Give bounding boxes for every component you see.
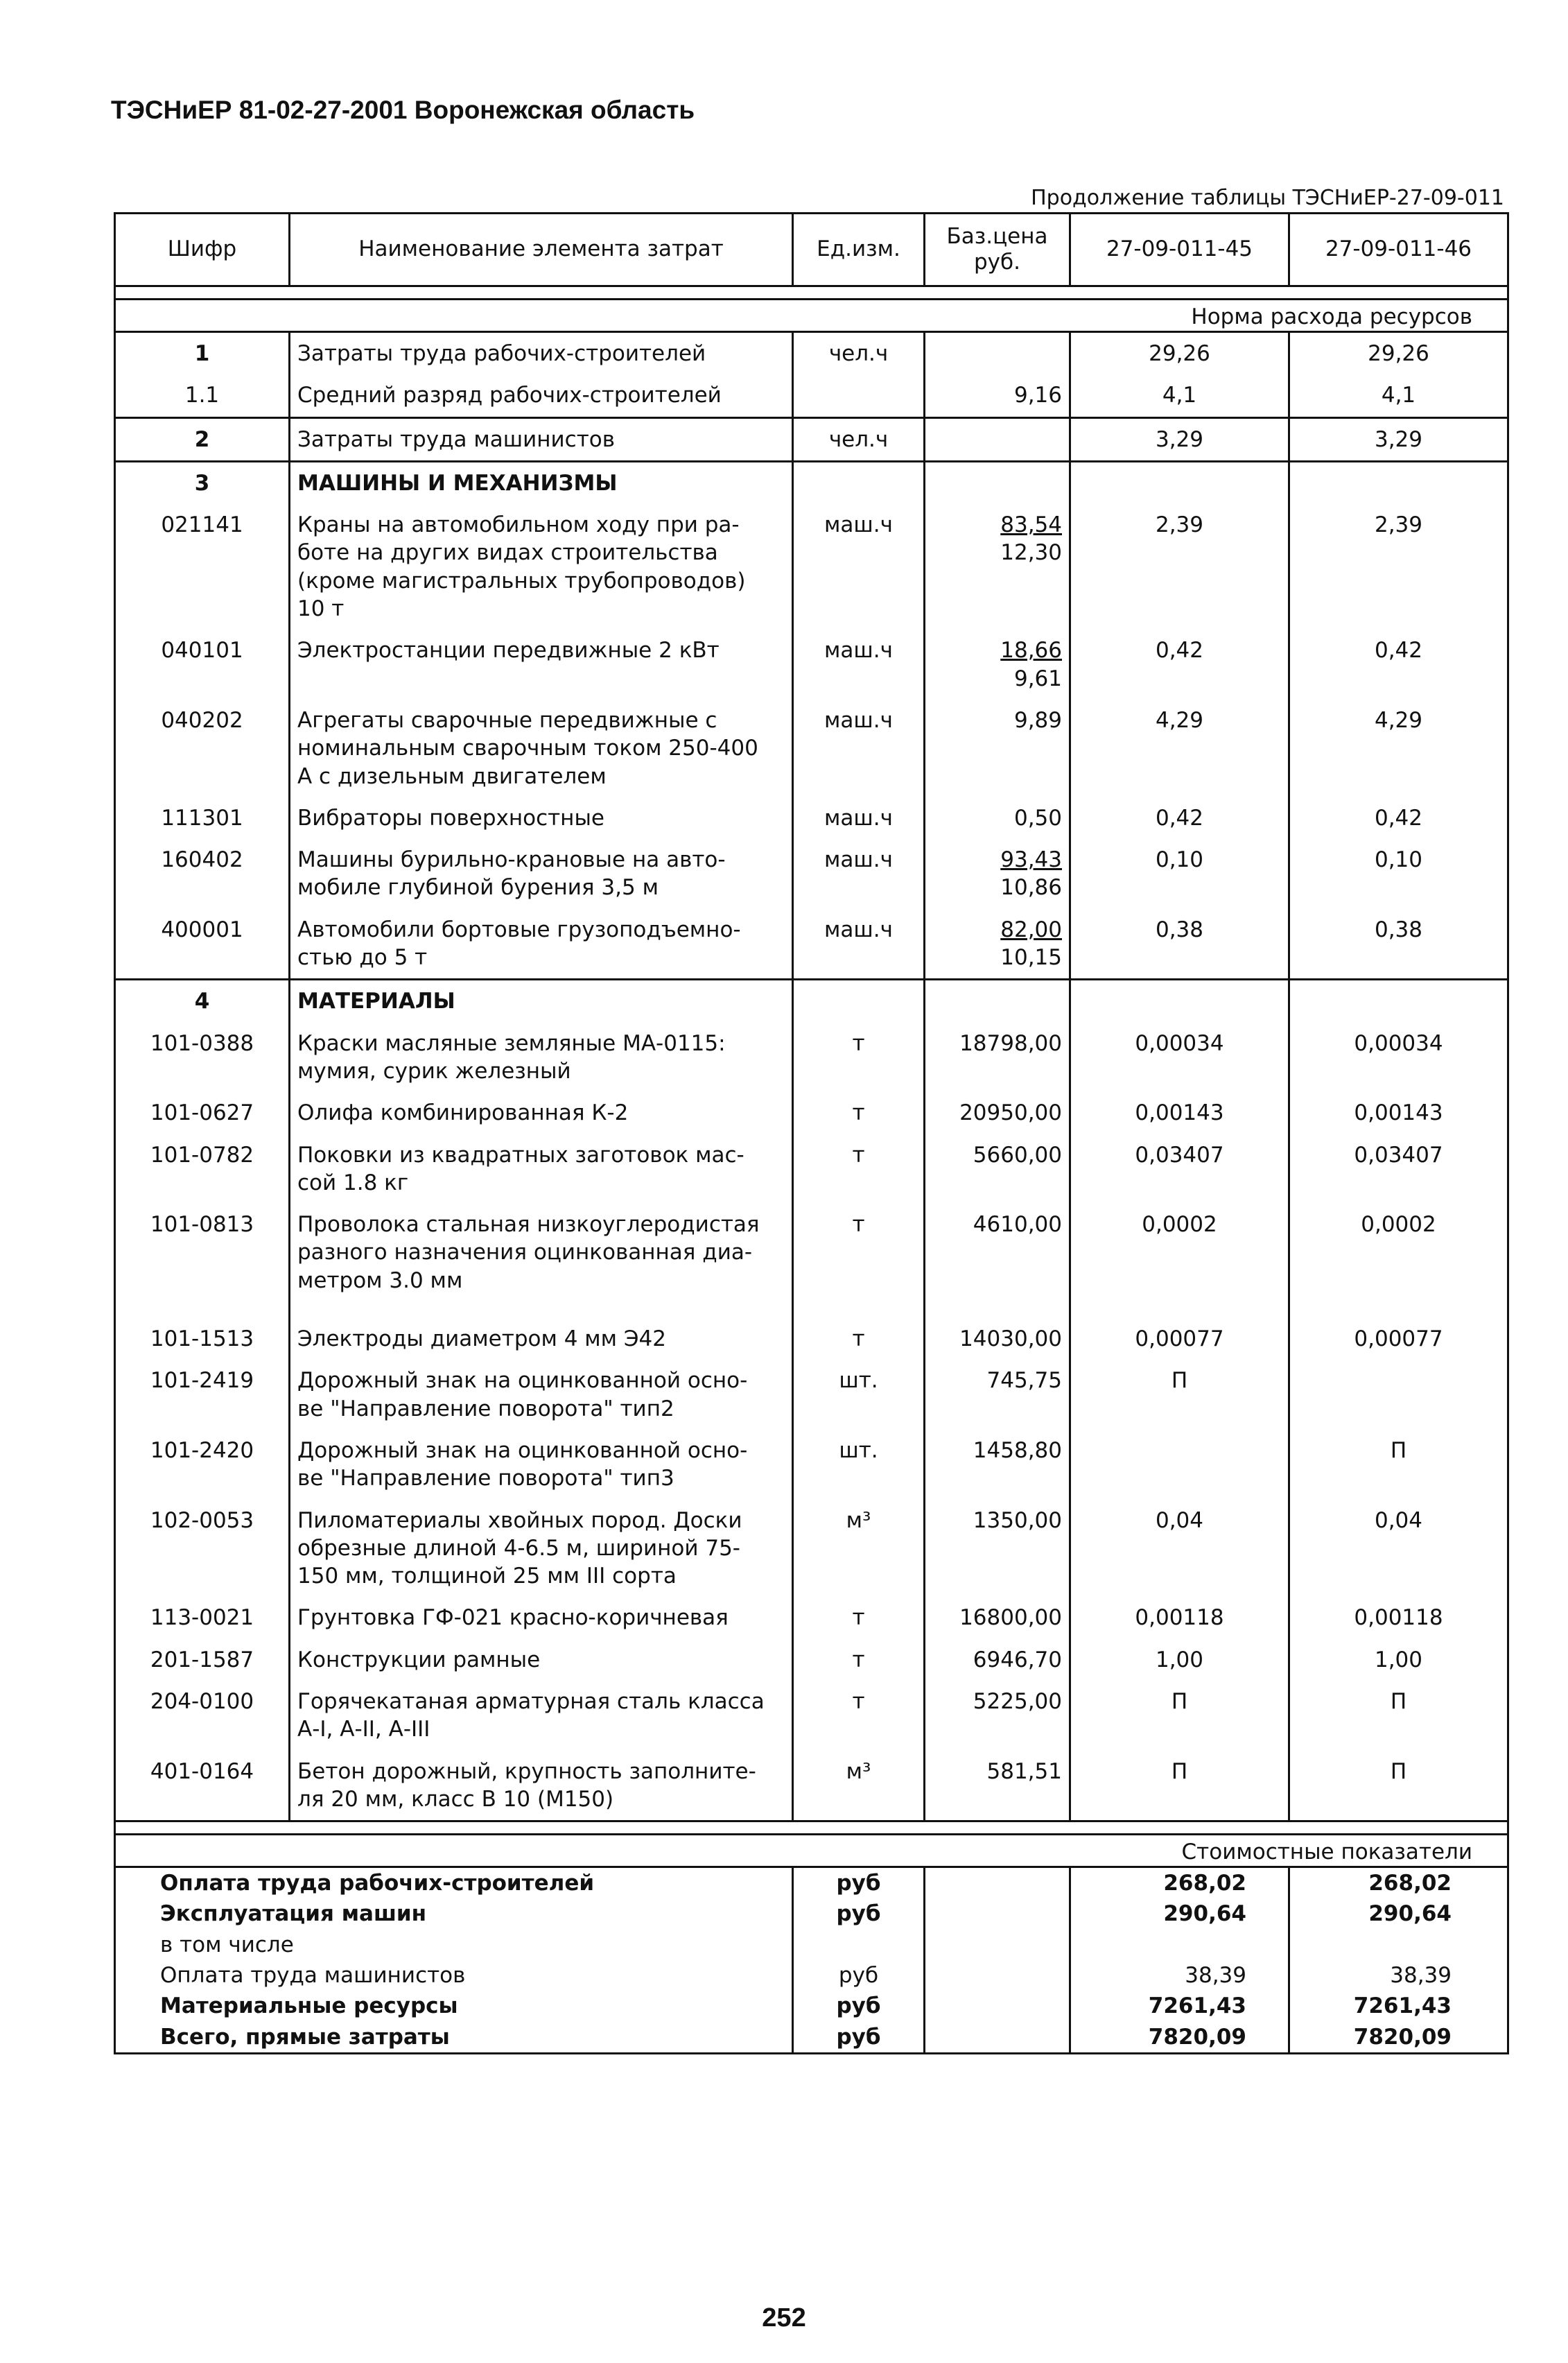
- column-header-price: Баз.цена руб.: [925, 214, 1070, 286]
- row-price: [925, 461, 1070, 504]
- table-row: [115, 700, 1508, 797]
- row-norm-45: 0,03407: [1070, 1134, 1289, 1204]
- row-price: 5660,00: [925, 1134, 1070, 1204]
- row-norm-46: П: [1289, 1430, 1508, 1500]
- table-row: [115, 1500, 1508, 1598]
- row-unit: маш.ч: [793, 797, 925, 839]
- table-row: [115, 417, 1508, 461]
- row-unit: маш.ч: [793, 700, 925, 797]
- row-norm-46: [1289, 980, 1508, 1023]
- row-price: 745,75: [925, 1360, 1070, 1430]
- row-price-total: 83,54: [1000, 512, 1062, 538]
- row-norm-46: 0,38: [1289, 909, 1508, 980]
- summary-rows: [115, 1867, 1508, 2054]
- summary-value-46: 38,39: [1289, 1960, 1508, 1991]
- row-price: 20950,00: [925, 1092, 1070, 1134]
- row-norm-46: [1289, 461, 1508, 504]
- row-unit: чел.ч: [793, 332, 925, 375]
- summary-name: Оплата труда машинистов: [115, 1960, 793, 1991]
- row-unit: маш.ч: [793, 504, 925, 630]
- row-price-total: 93,43: [1000, 847, 1062, 873]
- row-name: МАТЕРИАЛЫ: [290, 980, 793, 1023]
- row-unit: маш.ч: [793, 839, 925, 909]
- row-norm-45: 2,39: [1070, 504, 1289, 630]
- summary-value-45: 290,64: [1070, 1898, 1289, 1929]
- row-norm-46: 0,03407: [1289, 1134, 1508, 1204]
- row-unit: м³: [793, 1751, 925, 1821]
- row-name: Электростанции передвижные 2 кВт: [290, 630, 793, 700]
- row-price: 0,50: [925, 797, 1070, 839]
- summary-row: [115, 2022, 1508, 2054]
- table-row: [115, 1092, 1508, 1134]
- table-row: [115, 1597, 1508, 1638]
- summary-price: [925, 2022, 1070, 2054]
- table-row: [115, 1134, 1508, 1204]
- summary-value-45: 38,39: [1070, 1960, 1289, 1991]
- row-name: Поковки из квадратных заготовок мас- сой 1.8 кг: [290, 1134, 793, 1204]
- row-unit: маш.ч: [793, 909, 925, 980]
- row-code: 102-0053: [115, 1500, 290, 1598]
- cost-band-row: [115, 1835, 1508, 1867]
- row-name: Вибраторы поверхностные: [290, 797, 793, 839]
- norm-band-label: Норма расхода ресурсов: [115, 300, 1508, 332]
- table-row: [115, 332, 1508, 375]
- row-code: 021141: [115, 504, 290, 630]
- summary-value-46: [1289, 1930, 1508, 1960]
- summary-row: [115, 1991, 1508, 2021]
- norm-band-row: [115, 300, 1508, 332]
- row-code: 101-0813: [115, 1204, 290, 1301]
- row-price: [925, 839, 1070, 909]
- summary-unit: руб: [793, 2022, 925, 2054]
- row-code: 113-0021: [115, 1597, 290, 1638]
- row-price: 1458,80: [925, 1430, 1070, 1500]
- row-unit: т: [793, 1681, 925, 1751]
- row-norm-46: 29,26: [1289, 332, 1508, 375]
- row-price: 4610,00: [925, 1204, 1070, 1301]
- summary-name: Материальные ресурсы: [115, 1991, 793, 2021]
- row-norm-46: П: [1289, 1751, 1508, 1821]
- column-header-code: Шифр: [115, 214, 290, 286]
- row-price: 18798,00: [925, 1023, 1070, 1093]
- row-unit: шт.: [793, 1430, 925, 1500]
- table-row: [115, 839, 1508, 909]
- table-row: [115, 1751, 1508, 1821]
- summary-name: в том числе: [115, 1930, 793, 1960]
- row-norm-46: 4,29: [1289, 700, 1508, 797]
- row-unit: т: [793, 1318, 925, 1360]
- row-norm-45: П: [1070, 1360, 1289, 1430]
- row-norm-45: [1070, 461, 1289, 504]
- row-norm-46: 1,00: [1289, 1639, 1508, 1681]
- row-name: МАШИНЫ И МЕХАНИЗМЫ: [290, 461, 793, 504]
- row-price: [925, 980, 1070, 1023]
- spacer-row: [115, 1301, 1508, 1318]
- summary-row: [115, 1930, 1508, 1960]
- table-row: [115, 1204, 1508, 1301]
- row-norm-45: 0,00034: [1070, 1023, 1289, 1093]
- row-norm-45: 0,00118: [1070, 1597, 1289, 1638]
- row-name: Автомобили бортовые грузоподъемно- стью до 5 т: [290, 909, 793, 980]
- row-unit: т: [793, 1092, 925, 1134]
- row-norm-45: 0,42: [1070, 797, 1289, 839]
- summary-unit: руб: [793, 1867, 925, 1899]
- row-norm-46: 0,00034: [1289, 1023, 1508, 1093]
- row-norm-46: [1289, 1360, 1508, 1430]
- table-row: [115, 1318, 1508, 1360]
- row-norm-45: 3,29: [1070, 417, 1289, 461]
- row-price-wage: 9,61: [1013, 666, 1062, 691]
- row-norm-45: [1070, 1430, 1289, 1500]
- summary-value-46: 7261,43: [1289, 1991, 1508, 2021]
- table-row: [115, 1639, 1508, 1681]
- cost-band-label: Стоимостные показатели: [115, 1835, 1508, 1867]
- row-unit: т: [793, 1639, 925, 1681]
- row-code: 4: [115, 980, 290, 1023]
- row-norm-45: 0,0002: [1070, 1204, 1289, 1301]
- summary-value-45: [1070, 1930, 1289, 1960]
- row-norm-45: П: [1070, 1751, 1289, 1821]
- table-row: [115, 1430, 1508, 1500]
- row-code: 204-0100: [115, 1681, 290, 1751]
- row-code: 101-0627: [115, 1092, 290, 1134]
- row-code: 111301: [115, 797, 290, 839]
- row-norm-46: 2,39: [1289, 504, 1508, 630]
- row-unit: т: [793, 1134, 925, 1204]
- summary-price: [925, 1867, 1070, 1899]
- row-price: [925, 504, 1070, 630]
- table-row: [115, 461, 1508, 504]
- row-price-wage: 12,30: [1000, 540, 1062, 566]
- resource-rows: [115, 332, 1508, 1821]
- row-norm-46: П: [1289, 1681, 1508, 1751]
- row-norm-45: 0,00077: [1070, 1318, 1289, 1360]
- spacer-row: [115, 1821, 1508, 1835]
- row-price: 1350,00: [925, 1500, 1070, 1598]
- row-code: 3: [115, 461, 290, 504]
- row-name: Пиломатериалы хвойных пород. Доски обрезные длиной 4-6.5 м, шириной 75- 150 мм, толщиной 25 мм III сорта: [290, 1500, 793, 1598]
- row-code: 1.1: [115, 374, 290, 417]
- summary-row: [115, 1960, 1508, 1991]
- summary-value-46: 7820,09: [1289, 2022, 1508, 2054]
- row-norm-46: 0,10: [1289, 839, 1508, 909]
- row-code: 101-2419: [115, 1360, 290, 1430]
- table-row: [115, 1681, 1508, 1751]
- row-code: 101-1513: [115, 1318, 290, 1360]
- summary-name: Всего, прямые затраты: [115, 2022, 793, 2054]
- row-price: [925, 332, 1070, 375]
- row-norm-45: 0,10: [1070, 839, 1289, 909]
- page-number: 252: [762, 2303, 806, 2332]
- table-row: [115, 1360, 1508, 1430]
- table-header-row: [115, 214, 1508, 286]
- summary-name: Эксплуатация машин: [115, 1898, 793, 1929]
- row-price: 16800,00: [925, 1597, 1070, 1638]
- row-name: Дорожный знак на оцинкованной осно- ве "Направление поворота" тип3: [290, 1430, 793, 1500]
- row-norm-46: 0,04: [1289, 1500, 1508, 1598]
- row-name: Агрегаты сварочные передвижные с номинальным сварочным током 250-400 А с дизельным двигателем: [290, 700, 793, 797]
- row-unit: т: [793, 1597, 925, 1638]
- row-norm-46: 0,42: [1289, 630, 1508, 700]
- row-norm-46: 0,42: [1289, 797, 1508, 839]
- summary-row: [115, 1898, 1508, 1929]
- row-norm-46: 0,00143: [1289, 1092, 1508, 1134]
- row-unit: т: [793, 1023, 925, 1093]
- row-price: 9,89: [925, 700, 1070, 797]
- row-unit: м³: [793, 1500, 925, 1598]
- row-name: Бетон дорожный, крупность заполните- ля 20 мм, класс В 10 (М150): [290, 1751, 793, 1821]
- table-row: [115, 980, 1508, 1023]
- row-code: 101-2420: [115, 1430, 290, 1500]
- row-code: 040101: [115, 630, 290, 700]
- row-norm-45: П: [1070, 1681, 1289, 1751]
- column-header-name: Наименование элемента затрат: [290, 214, 793, 286]
- summary-name: Оплата труда рабочих-строителей: [115, 1867, 793, 1899]
- summary-price: [925, 1930, 1070, 1960]
- row-code: 101-0782: [115, 1134, 290, 1204]
- row-unit: [793, 461, 925, 504]
- summary-unit: руб: [793, 1898, 925, 1929]
- row-norm-46: 0,0002: [1289, 1204, 1508, 1301]
- summary-value-46: 268,02: [1289, 1867, 1508, 1899]
- row-price: 5225,00: [925, 1681, 1070, 1751]
- row-norm-45: 0,42: [1070, 630, 1289, 700]
- row-name: Затраты труда машинистов: [290, 417, 793, 461]
- row-price: 14030,00: [925, 1318, 1070, 1360]
- row-norm-45: 29,26: [1070, 332, 1289, 375]
- row-price-wage: 10,86: [1000, 875, 1062, 901]
- column-header-norm-46: 27-09-011-46: [1289, 214, 1508, 286]
- summary-row: [115, 1867, 1508, 1899]
- row-unit: шт.: [793, 1360, 925, 1430]
- spacer-row: [115, 286, 1508, 300]
- row-unit: [793, 374, 925, 417]
- document-header: ТЭСНиЕР 81-02-27-2001 Воронежская область: [111, 96, 695, 124]
- row-name: Конструкции рамные: [290, 1639, 793, 1681]
- row-code: 1: [115, 332, 290, 375]
- row-norm-45: 0,04: [1070, 1500, 1289, 1598]
- row-code: 160402: [115, 839, 290, 909]
- row-code: 400001: [115, 909, 290, 980]
- table-caption: Продолжение таблицы ТЭСНиЕР-27-09-011: [1031, 186, 1504, 210]
- row-name: Краски масляные земляные МА-0115: мумия, сурик железный: [290, 1023, 793, 1093]
- summary-price: [925, 1960, 1070, 1991]
- summary-value-45: 7261,43: [1070, 1991, 1289, 2021]
- summary-unit: руб: [793, 1960, 925, 1991]
- row-code: 201-1587: [115, 1639, 290, 1681]
- table-row: [115, 1023, 1508, 1093]
- row-price-wage: 10,15: [1000, 945, 1062, 971]
- row-unit: т: [793, 1204, 925, 1301]
- row-price: [925, 417, 1070, 461]
- row-name: Проволока стальная низкоуглеродистая разного назначения оцинкованная диа- метром 3.0 мм: [290, 1204, 793, 1301]
- row-norm-45: 0,38: [1070, 909, 1289, 980]
- row-norm-46: 0,00118: [1289, 1597, 1508, 1638]
- row-unit: чел.ч: [793, 417, 925, 461]
- row-price: 6946,70: [925, 1639, 1070, 1681]
- row-norm-46: 0,00077: [1289, 1318, 1508, 1360]
- row-norm-45: [1070, 980, 1289, 1023]
- column-header-norm-45: 27-09-011-45: [1070, 214, 1289, 286]
- row-name: Горячекатаная арматурная сталь класса А-I, А-II, А-III: [290, 1681, 793, 1751]
- table-row: [115, 797, 1508, 839]
- row-price: [925, 630, 1070, 700]
- row-code: 040202: [115, 700, 290, 797]
- summary-value-46: 290,64: [1289, 1898, 1508, 1929]
- row-code: 2: [115, 417, 290, 461]
- summary-price: [925, 1898, 1070, 1929]
- row-name: Средний разряд рабочих-строителей: [290, 374, 793, 417]
- table-row: [115, 504, 1508, 630]
- row-code: 101-0388: [115, 1023, 290, 1093]
- column-header-unit: Ед.изм.: [793, 214, 925, 286]
- row-norm-46: 4,1: [1289, 374, 1508, 417]
- row-norm-45: 0,00143: [1070, 1092, 1289, 1134]
- row-name: Электроды диаметром 4 мм Э42: [290, 1318, 793, 1360]
- summary-value-45: 268,02: [1070, 1867, 1289, 1899]
- row-unit: маш.ч: [793, 630, 925, 700]
- summary-unit: руб: [793, 1991, 925, 2021]
- row-name: Машины бурильно-крановые на авто- мобиле глубиной бурения 3,5 м: [290, 839, 793, 909]
- summary-unit: [793, 1930, 925, 1960]
- row-unit: [793, 980, 925, 1023]
- row-price: 581,51: [925, 1751, 1070, 1821]
- row-name: Затраты труда рабочих-строителей: [290, 332, 793, 375]
- row-price-total: 18,66: [1000, 638, 1062, 664]
- row-name: Дорожный знак на оцинкованной осно- ве "Направление поворота" тип2: [290, 1360, 793, 1430]
- resource-table: [114, 212, 1509, 2054]
- row-norm-46: 3,29: [1289, 417, 1508, 461]
- row-price-total: 82,00: [1000, 917, 1062, 942]
- summary-price: [925, 1991, 1070, 2021]
- row-name: Грунтовка ГФ-021 красно-коричневая: [290, 1597, 793, 1638]
- row-price: [925, 909, 1070, 980]
- table-row: [115, 630, 1508, 700]
- row-norm-45: 1,00: [1070, 1639, 1289, 1681]
- row-price: 9,16: [925, 374, 1070, 417]
- table-row: [115, 909, 1508, 980]
- row-norm-45: 4,29: [1070, 700, 1289, 797]
- row-name: Олифа комбинированная К-2: [290, 1092, 793, 1134]
- row-norm-45: 4,1: [1070, 374, 1289, 417]
- summary-value-45: 7820,09: [1070, 2022, 1289, 2054]
- row-code: 401-0164: [115, 1751, 290, 1821]
- row-name: Краны на автомобильном ходу при ра- боте на других видах строительства (кроме магистральных трубопроводов) 10 т: [290, 504, 793, 630]
- table-row: [115, 374, 1508, 417]
